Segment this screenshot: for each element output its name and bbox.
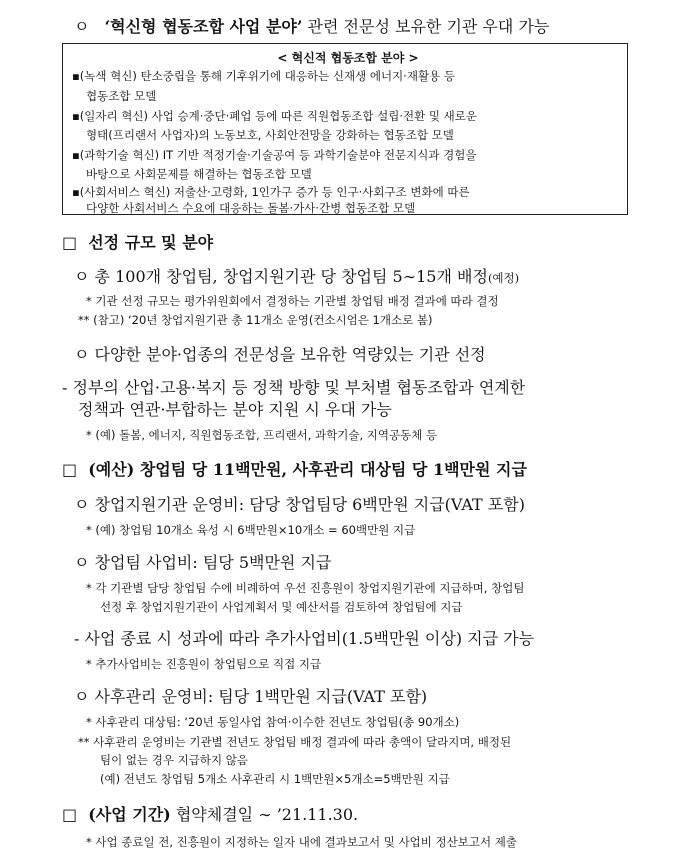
note-examples: * (예) 돌봄, 에너지, 직원협동조합, 프리랜서, 과학기술, 지역공동체 등 [86,428,438,442]
selection-expertise-line: ㅇ 다양한 분야·업종의 전문성을 보유한 역량있는 기관 선정 [74,345,486,364]
note-aftercare-2: 팀이 없는 경우 지급하지 않음 [100,753,248,767]
section-title: (사업 기간) [88,805,171,824]
box-item-social-l1: ▪(사회서비스 혁신) 저출산·고령화, 1인가구 증가 등 인구·사회구조 변화에 따른 [72,185,470,199]
intro-quote-open: ‘ [104,17,111,36]
policy-preference-line-2: 정책과 연관·부합하는 분야 지원 시 우대 가능 [78,400,392,419]
operating-cost-line: ㅇ 창업지원기관 운영비: 담당 창업팀당 6백만원 지급(VAT 포함) [74,495,525,514]
section-selection-heading [62,230,213,253]
bullet-circle: ㅇ [74,17,90,36]
section-period-heading: □ (사업 기간) 협약체결일 ∼ ’21.11.30. [62,805,359,824]
policy-preference-line-1: - 정부의 산업·고용·복지 등 정책 방향 및 부처별 협동조합과 연계한 [62,378,526,397]
intro-rest: 관련 전문성 보유한 기관 우대 가능 [302,17,550,36]
box-item-jobs-l1: ▪(일자리 혁신) 사업 승계·중단·폐업 등에 따른 직원협동조합 설립·전환 및 새로운 [72,109,478,123]
note-operating-example: * (예) 창업팀 10개소 육성 시 6백만원×10개소 = 60백만원 지급 [86,523,416,537]
note-report-submission: * 사업 종료일 전, 진흥원이 지정하는 일자 내에 결과보고서 및 사업비 정산보고서 제출 [86,835,517,849]
period-range: 협약체결일 ∼ ’21.11.30. [170,805,359,824]
box-item-science-l2: 바탕으로 사회문제를 해결하는 협동조합 모델 [86,167,312,181]
note-scale-decision: * 기관 선정 규모는 평가위원회에서 결정하는 기관별 창업팀 배정 결과에 따라 결정 [86,294,499,308]
additional-cost-line: - 사업 종료 시 성과에 따라 추가사업비(1.5백만원 이상) 지급 가능 [74,629,535,648]
section-title: (예산) 창업팀 당 11백만원, 사후관리 대상팀 당 1백만원 지급 [88,460,527,479]
intro-line [74,14,549,37]
box-item-science-l1: ▪(과학기술 혁신) IT 기반 적정기술·기술공여 등 과학기술분야 전문지식과 경험을 [72,148,477,162]
note-additional-cost: * 추가사업비는 진흥원이 창업팀으로 직접 지급 [86,657,322,671]
section-budget-heading: □ (예산) 창업팀 당 11백만원, 사후관리 대상팀 당 1백만원 지급 [62,460,527,479]
note-aftercare-1: ** 사후관리 운영비는 기관별 전년도 창업팀 배정 결과에 따라 총액이 달라지며, 배정된 [78,735,512,749]
box-item-green-l2: 협동조합 모델 [86,89,157,103]
team-cost-line: ㅇ 창업팀 사업비: 팀당 5백만원 지급 [74,553,332,572]
section-marker: □ [62,233,78,252]
box-title: < 혁신적 협동조합 분야 > [277,51,419,65]
note-reference-2020: ** (참고) ‘20년 창업지원기관 총 11개소 운영(컨소시엄은 1개소로 봄) [78,313,433,327]
aftercare-cost-line: ㅇ 사후관리 운영비: 팀당 1백만원 지급(VAT 포함) [74,687,428,706]
note-aftercare-target: * 사후관리 대상팀: ‘20년 동일사업 참여·이수한 전년도 창업팀(총 90개소) [86,715,460,729]
box-item-social-l2: 다양한 사회서비스 수요에 대응하는 돌봄·가사·간병 협동조합 모델 [86,201,416,215]
selection-scale-line: ㅇ 총 100개 창업팀, 창업지원기관 당 창업팀 5∼15개 배정(예정) [74,267,520,286]
intro-quote-close: ’ [296,17,303,36]
section-title: 선정 규모 및 분야 [88,233,214,252]
note-team-cost-1: * 각 기관별 담당 창업팀 수에 비례하여 우선 진흥원이 창업지원기관에 지급하며, 창업팀 [86,581,525,595]
selection-scale-tail: (예정) [487,271,520,285]
intro-emphasis: 혁신형 협동조합 사업 분야 [110,17,297,36]
note-aftercare-example: (예) 전년도 창업팀 5개소 사후관리 시 1백만원×5개소=5백만원 지급 [100,772,450,786]
box-item-jobs-l2: 형태(프리랜서 사업자)의 노동보호, 사회안전망을 강화하는 협동조합 모델 [86,128,454,142]
box-item-green-l1: ▪(녹색 혁신) 탄소중립을 통해 기후위기에 대응하는 신재생 에너지·재활용 등 [72,69,455,83]
note-team-cost-2: 선정 후 창업지원기관이 사업계획서 및 예산서를 검토하여 창업팀에 지급 [100,600,463,614]
